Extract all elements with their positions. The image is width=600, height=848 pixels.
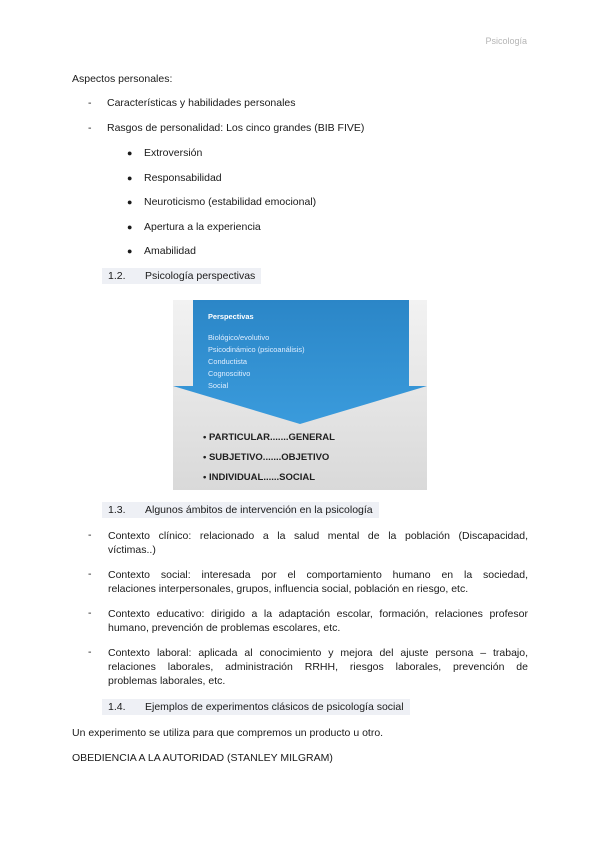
dash-marker: - bbox=[88, 97, 92, 109]
milgram-heading: OBEDIENCIA A LA AUTORIDAD (STANLEY MILGRAM) bbox=[72, 752, 333, 764]
heading-number: 1.2. bbox=[108, 270, 126, 282]
ambito-item bbox=[88, 529, 528, 557]
heading-title: Psicología perspectivas bbox=[145, 270, 256, 282]
heading-1-2 bbox=[102, 268, 261, 284]
dimension-item: • SUBJETIVO.......OBJETIVO bbox=[203, 452, 330, 463]
bullet-icon: ● bbox=[127, 246, 133, 256]
ambito-line: Contexto social: interesada por el comportamiento humano en la sociedad, bbox=[108, 569, 528, 581]
ambito-item bbox=[88, 607, 528, 635]
dash-marker: - bbox=[88, 122, 92, 134]
ambito-line: Contexto clínico: relacionado a la salud mental de la población (Discapacidad, bbox=[108, 530, 528, 542]
heading-number: 1.4. bbox=[108, 701, 126, 713]
heading-title: Ejemplos de experimentos clásicos de psicología social bbox=[145, 701, 404, 713]
trait-text: Amabilidad bbox=[144, 245, 196, 257]
figure-title: Perspectivas bbox=[208, 312, 254, 321]
bullet-icon: ● bbox=[127, 197, 133, 207]
experiment-note: Un experimento se utiliza para que compremos un producto u otro. bbox=[72, 727, 384, 739]
perspective-item: Conductista bbox=[208, 357, 248, 366]
heading-number: 1.3. bbox=[108, 504, 126, 516]
heading-1-4 bbox=[102, 699, 410, 715]
dash-marker: - bbox=[88, 646, 92, 658]
dimension-item: • INDIVIDUAL......SOCIAL bbox=[203, 472, 316, 483]
section-title: Aspectos personales: bbox=[72, 73, 173, 85]
dimension-item: • PARTICULAR.......GENERAL bbox=[203, 432, 335, 443]
perspective-item: Biológico/evolutivo bbox=[208, 333, 270, 342]
trait-text: Responsabilidad bbox=[144, 172, 222, 184]
trait-text: Extroversión bbox=[144, 147, 203, 159]
ambito-line: relaciones interpersonales, grupos, influencia social, población en riesgo, etc. bbox=[108, 583, 469, 595]
page-header: Psicología bbox=[485, 36, 527, 46]
ambito-item bbox=[88, 568, 528, 596]
dash-marker: - bbox=[88, 568, 92, 580]
bullet-icon: ● bbox=[127, 222, 133, 232]
bullet-icon: ● bbox=[127, 148, 133, 158]
perspective-item: Cognoscitivo bbox=[208, 369, 251, 378]
ambito-line: Contexto laboral: aplicada al conocimiento y mejora del ajuste persona – trabajo, bbox=[108, 647, 528, 659]
heading-title: Algunos ámbitos de intervención en la psicología bbox=[145, 504, 373, 516]
perspectives-figure bbox=[173, 300, 427, 490]
dash-marker: - bbox=[88, 607, 92, 619]
heading-1-3 bbox=[102, 502, 379, 518]
ambito-item bbox=[88, 646, 528, 688]
ambito-line: Contexto educativo: dirigido a la adaptación escolar, formación, relaciones profesor bbox=[108, 608, 528, 620]
bullet-icon: ● bbox=[127, 173, 133, 183]
trait-text: Apertura a la experiencia bbox=[144, 221, 261, 233]
trait-text: Neuroticismo (estabilidad emocional) bbox=[144, 196, 317, 208]
ambito-line: problemas laborales, etc. bbox=[108, 675, 226, 687]
ambito-line: relaciones laborales, administración RRHH, riesgos laborales, prevención de bbox=[108, 661, 528, 673]
list-item-text: Características y habilidades personales bbox=[107, 97, 296, 109]
perspective-item: Social bbox=[208, 381, 229, 390]
ambito-line: víctimas..) bbox=[108, 544, 156, 556]
list-item-text: Rasgos de personalidad: Los cinco grandes (BIB FIVE) bbox=[107, 122, 365, 134]
ambito-line: humano, prevención de problemas escolares, etc. bbox=[108, 622, 341, 634]
perspective-item: Psicodinámico (psicoanálisis) bbox=[208, 345, 305, 354]
dash-marker: - bbox=[88, 529, 92, 541]
